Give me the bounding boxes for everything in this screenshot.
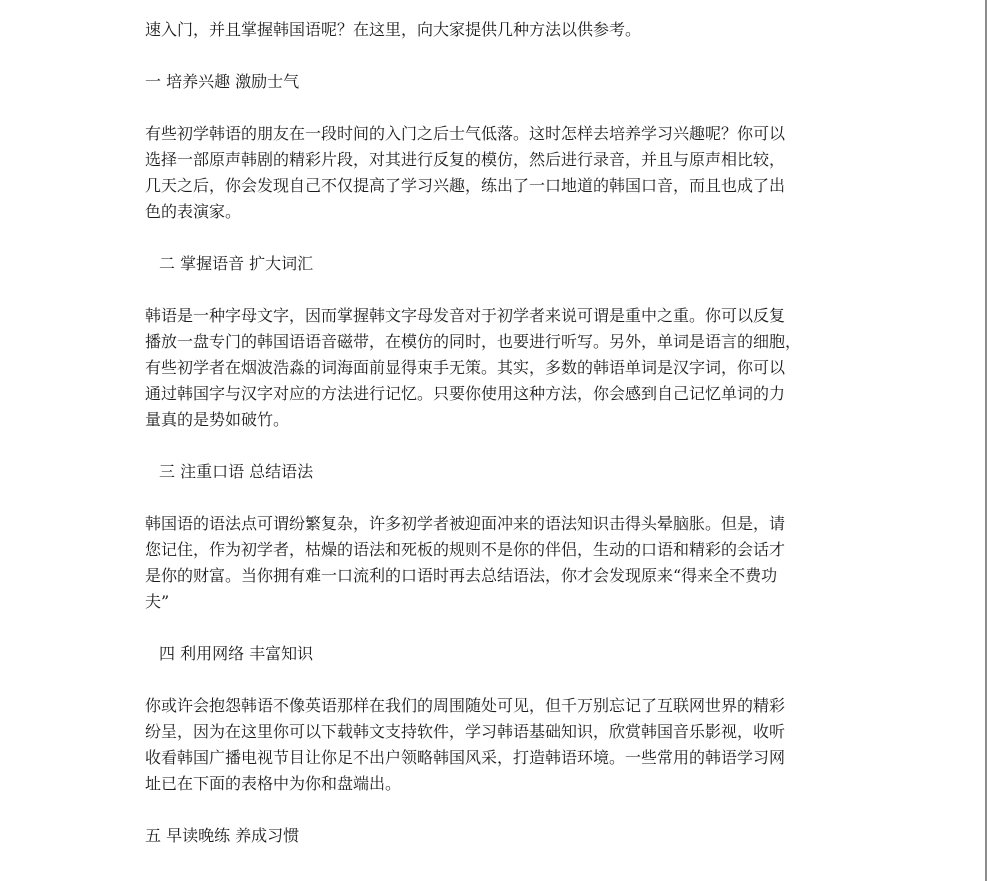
paragraph-spacer (145, 95, 845, 121)
section-heading: 四 利用网络 丰富知识 (159, 644, 314, 663)
paragraph-line: 量真的是势如破竹。 (145, 410, 290, 429)
paragraph-spacer (145, 43, 845, 69)
section-heading: 五 早读晚练 养成习惯 (145, 826, 300, 845)
paragraph-line: 几天之后，你会发现自己不仅提高了学习兴趣，练出了一口地道的韩国口音，而且也成了出 (145, 176, 786, 195)
intro-line: 速入门，并且掌握韩国语呢？在这里，向大家提供几种方法以供参考。 (145, 20, 642, 39)
paragraph-line: 有些初学者在烟波浩淼的词海面前显得束手无策。其实，多数的韩语单词是汉字词，你可以 (145, 358, 786, 377)
paragraph-line: 韩国语的语法点可谓纷繁复杂，许多初学者被迎面冲来的语法知识击得头晕脑胀。但是，请 (145, 514, 786, 533)
paragraph-spacer (145, 667, 845, 693)
paragraph-spacer (145, 615, 845, 641)
paragraph-line: 纷呈，因为在这里你可以下载韩文支持软件，学习韩语基础知识，欣赏韩国音乐影视，收听 (145, 722, 786, 741)
section-heading: 二 掌握语音 扩大词汇 (159, 254, 314, 273)
paragraph-line: 通过韩国字与汉字对应的方法进行记忆。只要你使用这种方法，你会感到自己记忆单词的力 (145, 384, 786, 403)
paragraph-line: 夫” (145, 592, 170, 611)
paragraph-spacer (145, 433, 845, 459)
paragraph-line: 址已在下面的表格中为你和盘端出。 (145, 774, 402, 793)
paragraph-line: 播放一盘专门的韩国语语音磁带，在模仿的同时，也要进行听写。另外，单词是语言的细胞， (145, 332, 802, 351)
section-heading: 一 培养兴趣 激励士气 (145, 72, 300, 91)
paragraph-line: 是你的财富。当你拥有难一口流利的口语时再去总结语法，你才会发现原来“得来全不费功 (145, 566, 778, 585)
paragraph-line: 色的表演家。 (145, 202, 242, 221)
paragraph-line: 选择一部原声韩剧的精彩片段，对其进行反复的模仿，然后进行录音，并且与原声相比较， (145, 150, 786, 169)
paragraph-spacer (145, 797, 845, 823)
document-body (145, 17, 845, 849)
paragraph-line: 您记住，作为初学者，枯燥的语法和死板的规则不是你的伴侣，生动的口语和精彩的会话才 (145, 540, 786, 559)
paragraph-line: 韩语是一种字母文字，因而掌握韩文字母发音对于初学者来说可谓是重中之重。你可以反复 (145, 306, 786, 325)
paragraph-spacer (145, 277, 845, 303)
paragraph-spacer (145, 485, 845, 511)
paragraph-spacer (145, 225, 845, 251)
paragraph-line: 你或许会抱怨韩语不像英语那样在我们的周围随处可见，但千万别忘记了互联网世界的精彩 (145, 696, 786, 715)
paragraph-line: 有些初学韩语的朋友在一段时间的入门之后士气低落。这时怎样去培养学习兴趣呢？你可以 (145, 124, 786, 143)
section-heading: 三 注重口语 总结语法 (159, 462, 314, 481)
paragraph-line: 收看韩国广播电视节目让你足不出户领略韩国风采，打造韩语环境。一些常用的韩语学习网 (145, 748, 786, 767)
